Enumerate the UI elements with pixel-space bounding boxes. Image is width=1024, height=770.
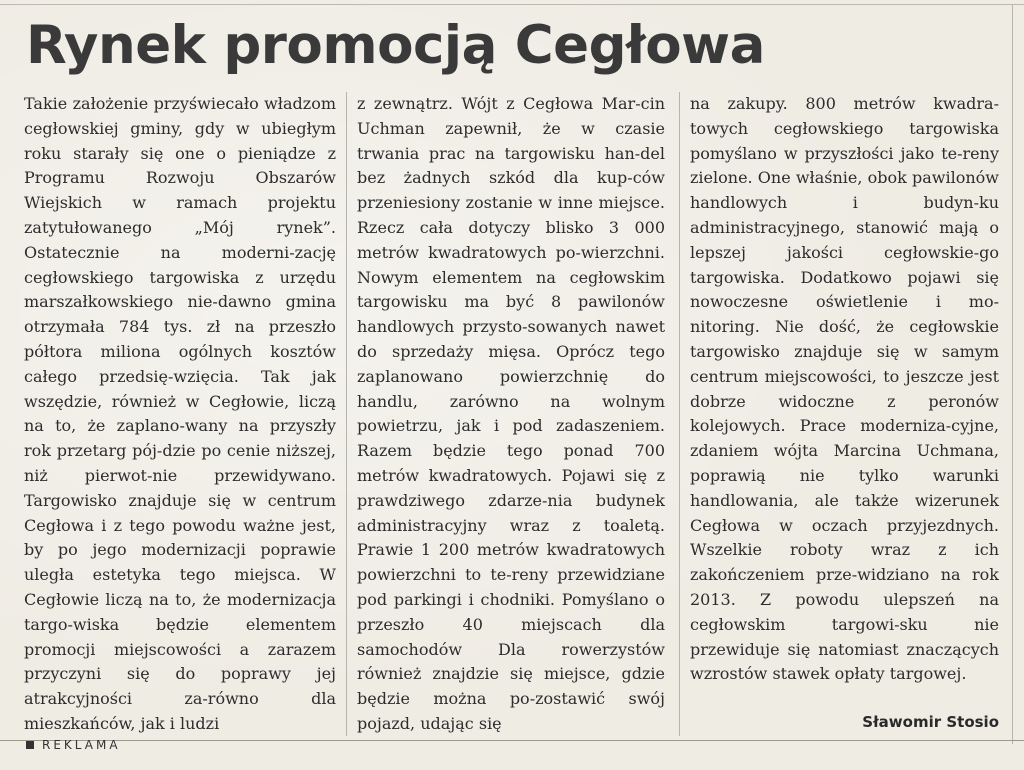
- right-edge-rule: [1012, 4, 1013, 744]
- advertisement-label: REKLAMA: [42, 738, 121, 752]
- bottom-rule: [0, 740, 1024, 741]
- article-column-2: z zewnątrz. Wójt z Cegłowa Mar-cin Uchman zapewnił, że w czasie trwania prac na targowisku han-del bez żadnych szkód dla kup-ców przeniesiony zostanie w inne miejsce. Rzecz cała dotyczy blisko 3 000 metrów kwadratowych po-wierzchni. Nowym elementem na cegłowskim targowisku ma być 8 pawilonów handlowych przysto-sowanych nawet do sprzedaży mięsa. Oprócz tego zaplanowano powierzchnię do handlu, zarówno na wolnym powietrzu, jak i pod zadaszeniem. Razem będzie tego ponad 700 metrów kwadratowych. Pojawi się z prawdziwego zdarze-nia budynek administracyjny wraz z toaletą. Prawie 1 200 metrów kwadratowych powierzchni to te-reny przewidziane pod parkingi i chodniki. Pomyślano o przeszło 40 miejscach dla samochodów Dla rowerzystów również znajdzie się miejsce, gdzie będzie można po-zostawić swój pojazd, udając się: [357, 94, 665, 733]
- article-column-3: na zakupy. 800 metrów kwadra-towych cegłowskiego targowiska pomyślano w przyszłości jako te-reny zielone. One właśnie, obok pawilonów handlowych i budyn-ku administracyjnego, stanowić mają o lepszej jakości cegłowskie-go targowiska. Dodatkowo pojawi się nowoczesne oświetlenie i mo-nitoring. Nie dość, że cegłowskie targowisko znajduje się w samym centrum miejscowości, to jeszcze jest dobrze widoczne z peronów kolejowych. Prace moderniza-cyjne, zdaniem wójta Marcina Uchmana, poprawią nie tylko warunki handlowania, ale także wizerunek Cegłowa w oczach przyjezdnych. Wszelkie roboty wraz z ich zakończeniem prze-widziano na rok 2013. Z powodu ulepszeń na cegłowskim targowi-sku nie przewiduje się natomiast znaczących wzrostów stawek opłaty targowej.: [690, 94, 999, 684]
- article-column-1: Takie założenie przyświecało władzom cegłowskiej gminy, gdy w ubiegłym roku starały się one o pieniądze z Programu Rozwoju Obszarów Wiejskich w ramach projektu zatytułowanego „Mój rynek”. Ostatecznie na moderni-zację cegłowskiego targowiska z urzędu marszałkowskiego nie-dawno gmina otrzymała 784 tys. zł na przeszło półtora miliona ogólnych kosztów całego przedsię-wzięcia. Tak jak wszędzie, również w Cegłowie, liczą na to, że zaplano-wany na przyszły rok przetarg pój-dzie po cenie niższej, niż pierwot-nie przewidywano. Targowisko znajduje się w centrum Cegłowa i z tego powodu ważne jest, by po jego modernizacji poprawie uległa estetyka tego miejsca. W Cegłowie liczą na to, że modernizacja targo-wiska będzie elementem promocji miejscowości a zarazem przyczyni się do poprawy jej atrakcyjności za-równo dla mieszkańców, jak i ludzi: [24, 94, 336, 733]
- column-divider: [346, 92, 347, 736]
- article-author: Sławomir Stosio: [862, 713, 999, 731]
- column-divider: [679, 92, 680, 736]
- article-headline: Rynek promocją Cegłowa: [26, 15, 765, 76]
- top-rule: [0, 4, 1024, 5]
- square-bullet-icon: [26, 741, 34, 749]
